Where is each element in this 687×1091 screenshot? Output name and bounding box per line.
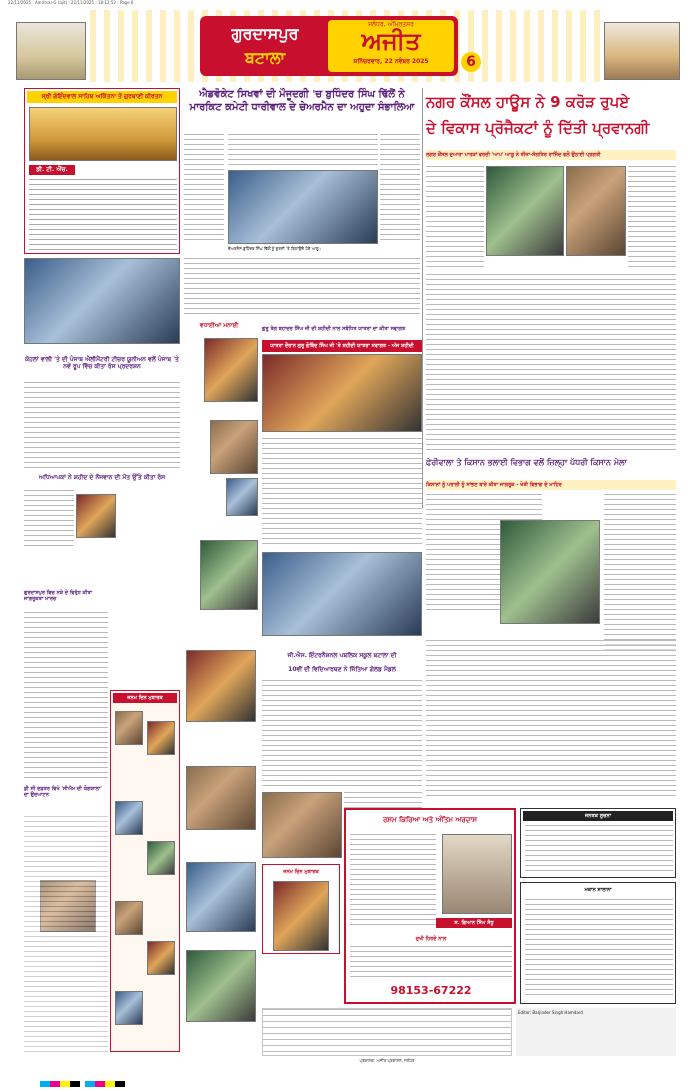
left-headline-drugs: ਗੁਰਦਾਸਪੁਰ ਵਿਚ ਨਸ਼ੇ ਦੇ ਵਿਰੁੱਧ ਕੀਤਾ ਜਾਗਰੂਕਤਾ ਮਾਰਚ: [24, 590, 93, 602]
masthead: [8, 10, 680, 82]
obituary-family: [350, 946, 512, 980]
classified-box: [520, 882, 676, 1004]
bottom-ad: [262, 1008, 512, 1056]
birthday-photo-5: [115, 901, 143, 935]
main-subhead: ਲਗਰ ਕੌਂਸਲ ਦੁਆਰਾ ਪਾਰਕਾਂ ਵਰਦੀ 'ਆਪ' ਆਗੂ ਨੇ ਤੀਜਾ-ਸੰਗਤਿਰ ਰਾਜਿੰਦ ਵਲੋਂ ਉਠਾਈ ਪ੍ਰਗਤੀ: [426, 150, 676, 160]
left-headline-teachers: ਕੋਹਲਾਂ ਵਾਲੀ 'ਤੇ ਦੀ ਪੰਜਾਬ ਐਲੀਮੈਂਟਰੀ ਟੀਚਰ ਯੂਨੀਅਨ ਵਲੋਂ ਪੰਜਾਬ 'ਤੇ ਨਵੇਂ ਰੂਪ ਵਿੱਚ ਕੀਤਾ ਰੋਸ ਪ੍ਰਦਰਸ਼ਨ: [25, 356, 179, 370]
article1-headline: ਐਡਵੋਕੇਟ ਸਿਖਵਾਂ ਦੀ ਮੌਜੂਦਗੀ 'ਚ ਬੁਧਿੰਦਰ ਸਿੰਘ ਢਿੱਲੋਂ ਨੇ ਮਾਰਕਿਟ ਕਮੇਟੀ ਧਾਰੀਵਾਲ ਦੇ ਚੇਅਰਮੈਨ ਦਾ ਅਹੁਦਾ ਸੰਭਾਲਿਆ: [189, 89, 415, 113]
greeting-photo-4: [200, 540, 258, 610]
obituary-text: [350, 834, 436, 928]
obituary-phone: 98153-67222: [390, 984, 472, 997]
obituary-name: ਸ. ਗਿਆਨ ਸਿੰਘ ਸੰਧੂ: [436, 918, 512, 928]
issue-date: ਸ਼ਨਿੱਚਰਵਾਰ, 22 ਨਵੰਬਰ 2025: [353, 58, 429, 65]
greeting-photo-3: [226, 478, 258, 516]
farmer-subhead: ਕਿਸਾਨਾਂ ਨੂੰ ਪਰਾਲੀ ਨੂੰ ਸਾਂਭਣ ਬਾਰੇ ਕੀਤਾ ਜਾਗਰੂਕ - ਖੇਤੀ ਵਿਭਾਗ ਦੇ ਮਾਹਿਰ: [426, 480, 676, 490]
farmer-body-right: [604, 494, 676, 654]
birthday-photo-4: [147, 841, 175, 875]
procession-photo: [262, 354, 422, 432]
school-photo: [262, 792, 342, 858]
brand-name: ਅਜੀਤ: [361, 27, 421, 55]
obituary-box: [344, 808, 516, 1004]
main-headline-line2: ਦੇ ਵਿਕਾਸ ਪ੍ਰੋਜੈਕਟਾਂ ਨੂੰ ਦਿੱਤੀ ਪ੍ਰਵਾਨਗੀ: [426, 119, 650, 137]
city-title: ਗੁਰਦਾਸਪੁਰ: [231, 24, 299, 43]
greeting-photo-7: [186, 862, 256, 932]
birthday-photo-7: [115, 991, 143, 1025]
footer-right: Editor: Barjinder Singh Hamdard: [516, 1008, 676, 1056]
classified-title: ਮਕਾਨ ਸਾਲਾਨਾ: [584, 887, 612, 893]
greeting-photo-6: [186, 766, 256, 830]
greetings-label: ਵਧਾਈਆਂ ਮਨਾਈ: [184, 320, 254, 332]
birthday-box: [110, 690, 180, 1052]
birthday-box-title: ਜਨਮ ਦਿਨ ਮੁਬਾਰਕ: [113, 693, 177, 703]
greeting-photo-1: [204, 338, 258, 402]
birthday-photo-2: [147, 721, 175, 755]
birthday-box-2-title: ਜਨਮ ਦਿਨ ਮੁਬਾਰਕ: [283, 869, 319, 875]
school-body: [262, 680, 422, 790]
birthday-photo-3: [115, 801, 143, 835]
left-ad-label: ਡੀ. ਟੀ. ਐੱਚ.: [29, 165, 75, 175]
public-notice-title: ਜਨਤਕ ਸੂਚਨਾ: [523, 811, 673, 821]
classified-body: [525, 899, 673, 999]
main-headline-line1: ਨਗਰ ਕੌਂਸਲ ਹਾਊਸ ਨੇ 9 ਕਰੋੜ ਰੁਪਏ: [426, 93, 630, 111]
public-notice-body: [525, 825, 673, 875]
article1-caption: ਚੇਅਰਮੈਨ ਬੁਧਿੰਦਰ ਸਿੰਘ ਢਿੱਲੋਂ ਨੂੰ ਕੁਰਸੀ 'ਤੇ ਬਿਠਾਉਂਦੇ ਹੋਏ ਆਗੂ।: [228, 246, 322, 251]
farmer-headline: ਫੇਰੀਵਾਲਾ ਤੇ ਕਿਸਾਨ ਭਲਾਈ ਵਿਭਾਗ ਵਲੋਂ ਜ਼ਿਲ੍ਹਾ ਪੱਧਰੀ ਕਿਸਾਨ ਮੇਲਾ: [426, 458, 627, 467]
event-photo: [262, 552, 422, 636]
birthday-box-2: [262, 864, 340, 954]
left-photo-officials: [24, 258, 180, 344]
temple-right-image: [604, 22, 680, 80]
city-subtitle: ਬਟਾਲਾ: [244, 48, 286, 67]
left-teachers-body: [24, 382, 180, 470]
left-headline-protest: ਅਧਿਆਪਕਾਂ ਨੇ ਸ਼ਹੀਦ ਦੇ ਨੌਜਵਾਨ ਦੀ ਮੌਤ ਉੱਤੇ ਕੀਤਾ ਰੋਸ: [38, 474, 166, 481]
article1-photo: [228, 170, 378, 244]
main-story-photo2: [566, 166, 626, 256]
color-bar: [40, 1072, 640, 1080]
temple-left-image: [16, 22, 86, 80]
school-headline-line1: ਜੀ.ਐਸ. ਇੰਟਰਨੈਸ਼ਨਲ ਪਬਲਿਕ ਸਕੂਲ ਬਟਾਲਾ ਦੀ: [287, 652, 397, 659]
left-ad: [24, 88, 180, 254]
farmer-photo: [500, 520, 600, 624]
bottom-publisher: ਪ੍ਰਕਾਸ਼ਕ: ਅਜੀਤ ਪ੍ਰਕਾਸ਼ਨ, ਜਲੰਧਰ: [359, 1058, 415, 1063]
left-ad-text: [29, 179, 177, 251]
obituary-footer: ਦੁਖੀ ਹਿਰਦੇ ਨਾਲ: [415, 936, 447, 942]
article1-body-col1: [184, 134, 224, 244]
birthday-box-2-photo: [273, 881, 329, 951]
article1-body-col3: [380, 134, 420, 244]
main-story-lower: [426, 274, 676, 450]
birthday-photo-1: [115, 711, 143, 745]
greeting-photo-5: [186, 650, 256, 722]
birthday-photo-6: [147, 941, 175, 975]
article1-body-col2: [228, 134, 378, 168]
main-story-photo1: [486, 166, 564, 256]
main-story-col4: [628, 166, 676, 270]
obituary-photo: [442, 834, 512, 914]
left-yoga-body: [24, 816, 108, 1052]
left-drugs-body: [24, 612, 108, 780]
procession-banner: ਯਾਤਰਾ ਦੌਰਾਨ ਗੁਰੂ ਗੋਬਿੰਦ ਸਿੰਘ ਜੀ 'ਤੇ ਸ਼ਹੀਦੀ ਯਾਤਰਾ ਸਵਾਗਤ - ਅੱਜ ਸ਼ਹੀਦੀ: [262, 340, 422, 352]
greeting-photo-8: [186, 950, 256, 1022]
print-slug: 22/11/2025 : Amritsar-G (ajit) : 21/11/2025 : 18:12:52 : Page 6: [8, 0, 134, 5]
obituary-title: ਰਸਮ ਕਿਰਿਆ ਅਤੇ ਅੰਤਿਮ ਅਰਦਾਸ: [382, 816, 478, 824]
brand-tagline: ਜਲੰਧਰ, ਅੰਮ੍ਰਿਤਸਰ: [368, 21, 414, 28]
farmer-body-lower: [426, 640, 676, 800]
left-ad-title: ਸ੍ਰੀ ਗੋਇੰਦਵਾਲ ਸਾਹਿਬ ਅਕਿੱਤਨਾ ਤੋਂ ਗੁਰਬਾਣੀ ਕੀਰਤਨ: [27, 91, 177, 103]
divider: [422, 88, 423, 508]
main-story-col1: [426, 166, 484, 270]
left-photo-youth: [76, 494, 116, 538]
greeting-photo-2: [210, 420, 258, 474]
left-ad-image: [29, 107, 177, 161]
article1-body-lower: [184, 258, 420, 314]
page-number: 6: [461, 52, 481, 72]
procession-body: [262, 438, 422, 548]
public-notice: [520, 808, 676, 878]
procession-headline: ਗੁਰੂ ਤੇਗ ਬਹਾਦਰ ਸਿੰਘ ਜੀ ਦੀ ਸ਼ਹੀਦੀ ਨਾਲ ਸਬੰਧਿਤ ਯਾਤਰਾ ਦਾ ਕੀਤਾ ਸਵਾਗਤ: [262, 326, 406, 332]
school-headline-line2: 10ਵੀਂ ਦੀ ਵਿਦਿਆਰਥਣ ਨੇ ਜਿੱਤਿਆ ਗੋਲਡ ਮੈਡਲ: [288, 666, 396, 673]
left-protest-body: [24, 490, 74, 550]
left-headline-yoga: ਡੀ ਸੀ ਦਫ਼ਤਰ ਵਿਖੇ 'ਸੀਐਮ ਦੀ ਯੋਗਸ਼ਾਲਾ' ਦਾ ਉਦਘਾਟਨ: [24, 786, 102, 798]
